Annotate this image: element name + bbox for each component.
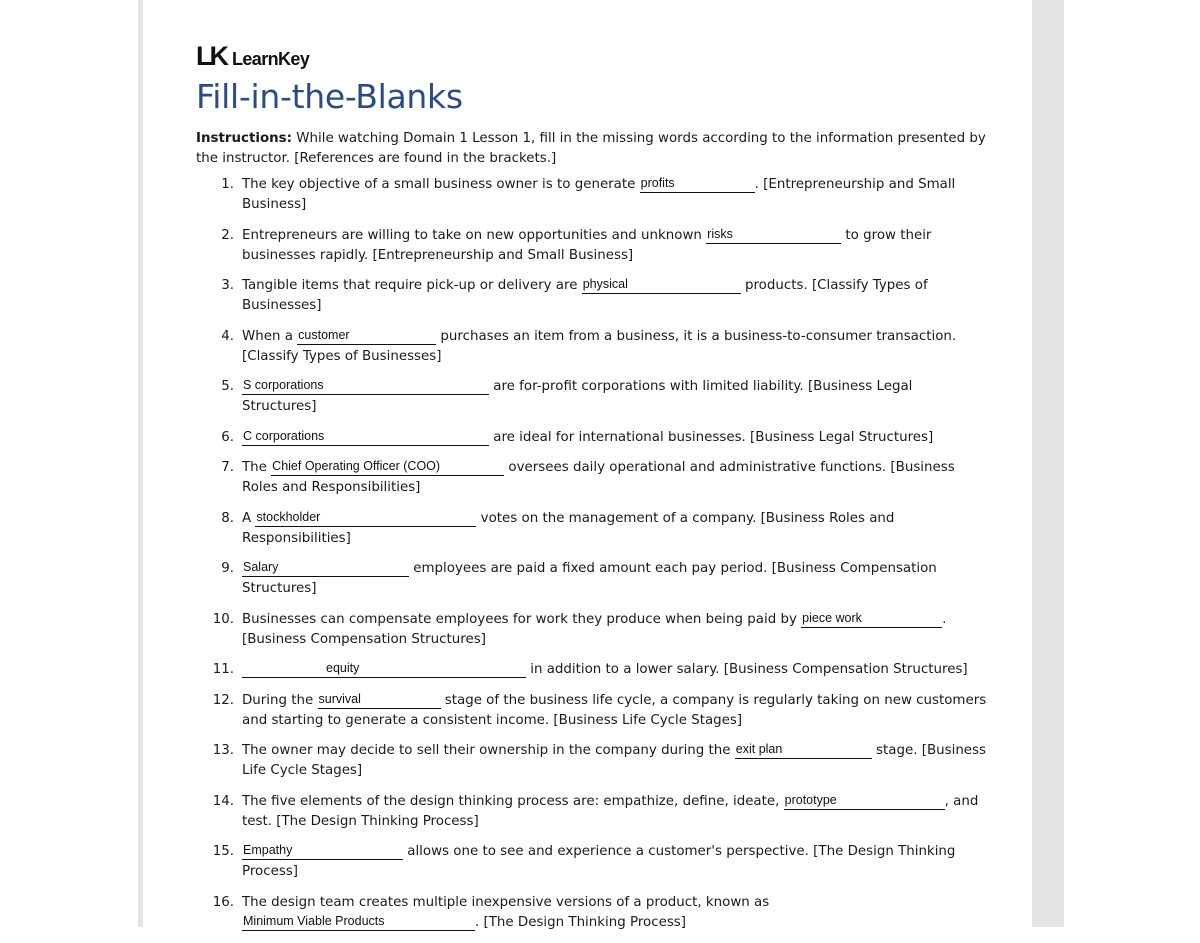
page-content [196, 40, 986, 943]
question-text-before: The [242, 460, 272, 475]
question-number: 1. [221, 177, 234, 192]
question-item [196, 610, 987, 650]
question-number: 2. [221, 227, 234, 243]
question-text-before: Entrepreneurs are willing to take on new opportunities and unknown [242, 227, 707, 243]
viewer-scroll-track[interactable] [1032, 0, 1064, 927]
question-number: 6. [221, 429, 234, 445]
answer-blank[interactable]: profits [640, 175, 755, 193]
answer-blank[interactable]: piece work [801, 610, 942, 628]
answer-blank[interactable]: prototype [784, 792, 945, 810]
question-text-after: to grow their businesses rapidly. [Entrepreneurship and Small Business] [242, 227, 932, 263]
question-text-after: employees are paid a fixed amount each pay period. [Business Compensation Structures] [242, 561, 937, 596]
question-text-before: A [242, 510, 256, 526]
question-item [196, 327, 987, 367]
answer-blank[interactable]: physical [582, 276, 741, 294]
question-item [196, 428, 987, 448]
question-item [196, 691, 987, 731]
question-list [196, 175, 986, 933]
question-number: 7. [221, 460, 234, 475]
question-text-after: , and test. [The Design Thinking Process] [242, 793, 979, 829]
question-item [196, 509, 987, 549]
question-number: 10. [212, 611, 234, 627]
question-number: 3. [221, 278, 234, 293]
question-text-after: oversees daily operational and administrative functions. [Business Roles and Responsibilities] [242, 460, 955, 495]
answer-blank[interactable]: survival [318, 691, 441, 709]
question-text-before: Businesses can compensate employees for work they produce when being paid by [242, 611, 802, 627]
learnkey-logo [196, 40, 986, 70]
question-text-after: products. [Classify Types of Businesses] [242, 278, 928, 313]
question-number: 13. [212, 743, 234, 758]
answer-blank[interactable]: exit plan [735, 741, 872, 759]
answer-blank[interactable]: equity [242, 660, 526, 678]
question-text-before: Tangible items that require pick-up or delivery are [242, 278, 582, 293]
question-number: 16. [212, 894, 234, 910]
question-item [196, 276, 987, 316]
question-text-before: The five elements of the design thinking process are: empathize, define, ideate, [242, 793, 784, 809]
answer-blank[interactable]: Empathy [242, 842, 403, 860]
document-page [143, 0, 1032, 930]
viewer-background-right [1064, 0, 1200, 927]
instructions-label: Instructions: [196, 131, 293, 146]
question-item [196, 842, 987, 882]
question-item [196, 226, 987, 266]
page-title: Fill-in-the-Blanks [196, 77, 463, 116]
question-text-after: purchases an item from a business, it is a business-to-consumer transaction. [Classify Types of Businesses] [242, 328, 957, 364]
question-number: 9. [221, 561, 234, 576]
answer-blank[interactable]: S corporations [242, 377, 489, 395]
question-number: 11. [212, 662, 234, 677]
question-text-after: votes on the management of a company. [Business Roles and Responsibilities] [242, 510, 895, 546]
answer-blank[interactable]: Salary [242, 559, 409, 577]
question-item [196, 559, 987, 599]
question-text-after: stage of the business life cycle, a company is regularly taking on new customers and starting to generate a consistent income. [Business Life Cycle Stages] [242, 692, 987, 728]
answer-blank[interactable]: customer [297, 327, 436, 345]
question-item [196, 660, 987, 680]
question-number: 5. [221, 379, 234, 394]
question-number: 12. [212, 692, 234, 708]
answer-blank[interactable]: Chief Operating Officer (COO) [271, 458, 504, 476]
question-text-before: The design team creates multiple inexpensive versions of a product, known as [242, 894, 770, 910]
question-item [196, 741, 987, 781]
question-text-after: . [Business Compensation Structures] [242, 611, 947, 647]
logo-wordmark: LearnKey [232, 49, 310, 69]
question-item [196, 792, 987, 832]
question-number: 15. [212, 844, 234, 859]
answer-blank[interactable]: risks [706, 226, 841, 244]
question-text-before: The key objective of a small business owner is to generate [242, 177, 640, 192]
question-number: 8. [221, 510, 234, 526]
question-text-before: When a [242, 328, 298, 344]
question-text-before: During the [242, 692, 318, 708]
viewer-background-left [0, 0, 138, 927]
question-text-after: allows one to see and experience a customer's perspective. [The Design Thinking Process] [242, 844, 956, 879]
question-text-after: are ideal for international businesses. [Business Legal Structures] [489, 429, 934, 445]
question-item [196, 458, 987, 498]
answer-blank[interactable]: C corporations [242, 428, 489, 446]
instructions [196, 129, 986, 169]
question-number: 14. [212, 793, 234, 809]
question-text-after: . [Entrepreneurship and Small Business] [242, 177, 956, 212]
answer-blank[interactable]: stockholder [255, 509, 476, 527]
answer-blank[interactable]: Minimum Viable Products [242, 913, 475, 931]
question-item [196, 377, 987, 417]
question-text-before: The owner may decide to sell their ownership in the company during the [242, 743, 735, 758]
logo-mark: LK [196, 41, 226, 71]
question-text-after: . [The Design Thinking Process] [475, 914, 687, 930]
question-number: 4. [221, 328, 234, 344]
question-text-after: stage. [Business Life Cycle Stages] [242, 743, 986, 778]
instructions-text: While watching Domain 1 Lesson 1, fill in the missing words according to the information presented by the instructor. [References are found in the brackets.] [196, 131, 986, 166]
question-text-after: are for-profit corporations with limited liability. [Business Legal Structures] [242, 379, 913, 414]
question-text-after: in addition to a lower salary. [Business Compensation Structures] [526, 662, 968, 677]
question-item [196, 175, 987, 215]
